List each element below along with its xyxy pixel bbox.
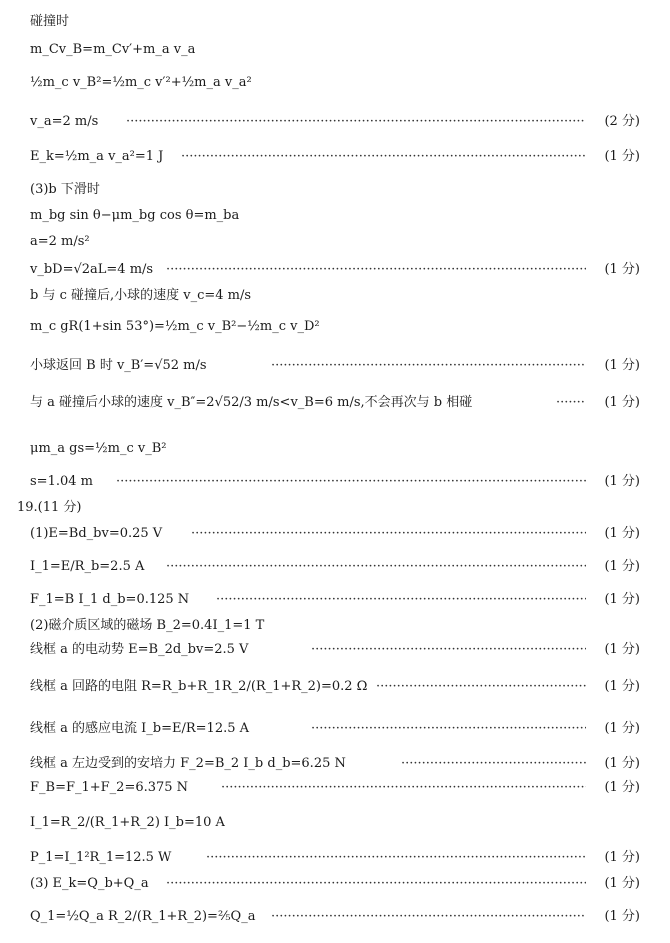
solution-line [0,286,670,306]
solution-line [0,232,670,252]
solution-line [0,712,670,746]
solution-line [0,12,670,32]
line-text: v_bD=√2aL=4 m/s [30,262,154,277]
leader-dots [550,386,592,420]
solution-line [0,806,670,840]
solution-line [0,40,670,60]
leader-dots [210,590,592,610]
line-text: I_1=E/R_b=2.5 A [30,559,145,574]
score-label: (1 分) [604,592,640,607]
solution-line [0,498,670,518]
leader-dots [265,356,592,376]
leader-dots [305,712,592,746]
score-label: (1 分) [604,642,640,657]
leader-dots [370,670,592,704]
score-label: (1 分) [604,876,640,891]
line-text: v_a=2 m/s [30,114,99,129]
solution-line [0,590,670,610]
line-text: ½m_c v_B²=½m_c v′²+½m_a v_a² [30,75,252,90]
line-text: F_B=F_1+F_2=6.375 N [30,780,189,795]
solution-line [0,616,670,636]
score-label: (1 分) [604,262,640,277]
leader-dots [395,754,592,774]
solution-line [0,848,670,868]
line-text: P_1=I_1²R_1=12.5 W [30,850,172,865]
line-text: s=1.04 m [30,474,93,489]
score-label: (1 分) [604,526,640,541]
score-label: (1 分) [604,149,640,164]
score-label: (1 分) [604,909,640,924]
line-text: 线框 a 的电动势 E=B_2d_bv=2.5 V [30,642,249,657]
solution-line [0,874,670,894]
solution-line [0,386,670,420]
leader-dots [305,640,592,660]
line-text: μm_a gs=½m_c v_B² [30,441,167,456]
solution-line [0,640,670,660]
score-label: (1 分) [604,395,640,410]
solution-line [0,310,670,344]
leader-dots [265,900,592,934]
score-label: (1 分) [604,474,640,489]
question-heading: 19.(11 分) [17,500,82,515]
solution-line [0,356,670,376]
line-text: (2)磁介质区域的磁场 B_2=0.4I_1=1 T [30,618,265,633]
leader-dots [160,260,592,280]
leader-dots [160,874,592,894]
leader-dots [200,848,592,868]
line-text: (1)E=Bd_bv=0.25 V [30,526,163,541]
line-text: 与 a 碰撞后小球的速度 v_B″=2√52/3 m/s<v_B=6 m/s,不会再次与 b 相碰 [30,395,473,410]
line-text: m_Cv_B=m_Cv′+m_a v_a [30,42,196,57]
score-label: (1 分) [604,850,640,865]
leader-dots [185,524,592,544]
score-label: (1 分) [604,559,640,574]
solution-line [0,472,670,492]
leader-dots [175,140,592,174]
line-text: F_1=B I_1 d_b=0.125 N [30,592,190,607]
score-label: (1 分) [604,721,640,736]
leader-dots [120,112,592,132]
score-label: (1 分) [604,679,640,694]
line-text: 线框 a 左边受到的安培力 F_2=B_2 I_b d_b=6.25 N [30,756,346,771]
leader-dots [160,550,592,584]
solution-line [0,550,670,584]
solution-line [0,180,670,200]
solution-line [0,778,670,798]
score-label: (1 分) [604,358,640,373]
line-text: 线框 a 回路的电阻 R=R_b+R_1R_2/(R_1+R_2)=0.2 Ω [30,679,368,694]
solution-line [0,670,670,704]
line-text: (3)b 下滑时 [30,182,100,197]
leader-dots [215,778,592,798]
solution-line [0,900,670,934]
line-text: Q_1=½Q_a R_2/(R_1+R_2)=⅖Q_a [30,909,256,924]
line-text: 小球返回 B 时 v_B′=√52 m/s [30,358,207,373]
line-text: E_k=½m_a v_a²=1 J [30,149,164,164]
solution-line [0,432,670,466]
line-text: 线框 a 的感应电流 I_b=E/R=12.5 A [30,721,250,736]
solution-line [0,754,670,774]
score-label: (2 分) [604,114,640,129]
line-text: b 与 c 碰撞后,小球的速度 v_c=4 m/s [30,288,252,303]
line-text: I_1=R_2/(R_1+R_2) I_b=10 A [30,815,225,830]
score-label: (1 分) [604,780,640,795]
line-text: (3) E_k=Q_b+Q_a [30,876,149,891]
leader-dots [110,472,592,492]
solution-line [0,260,670,280]
solution-line [0,66,670,100]
solution-line [0,524,670,544]
score-label: (1 分) [604,756,640,771]
solution-line [0,206,670,226]
line-text: a=2 m/s² [30,234,90,249]
line-text: m_c gR(1+sin 53°)=½m_c v_B²−½m_c v_D² [30,319,320,334]
line-text: m_bg sin θ−μm_bg cos θ=m_ba [30,208,240,223]
solution-line [0,140,670,174]
line-text: 碰撞时 [30,14,70,29]
solution-line [0,112,670,132]
